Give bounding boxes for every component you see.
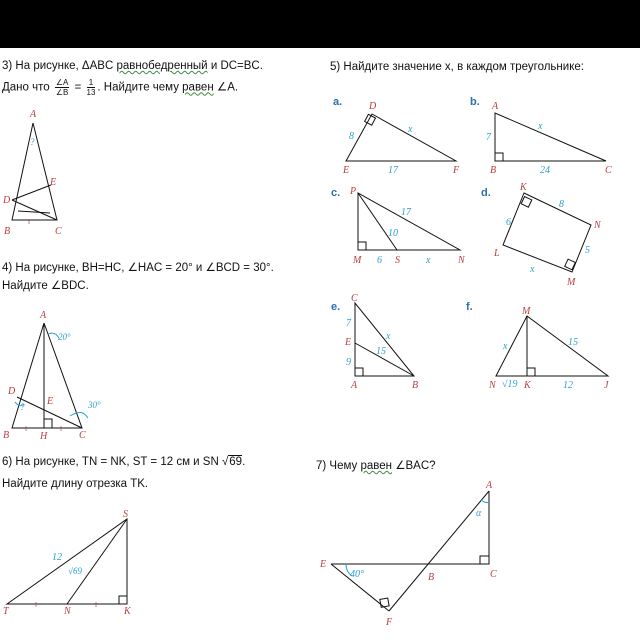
fig7-label-E: E [320, 559, 327, 570]
fig7-angle-40: 40° [350, 569, 364, 580]
fig5f-side-12: 12 [563, 380, 573, 391]
fig5d-label-K: K [520, 182, 527, 193]
fig4-label-D: D [8, 386, 16, 397]
fig4-label-H: H [40, 431, 48, 442]
fig5d-side-6: 6 [506, 217, 511, 228]
figure-5a-triangle [346, 114, 456, 161]
fig3-label-B: B [4, 226, 11, 237]
fig5e-label-C: C [351, 293, 358, 304]
fig4-question: ? [20, 402, 25, 412]
fig5b-tag: b. [470, 96, 480, 108]
fig4-angle-20: 20° [58, 332, 71, 342]
problem-4-line1: 4) На рисунке, BH=HC, ∠HAC = 20° и ∠BCD = 30°. [2, 262, 274, 274]
problem-5-title: 5) Найдите значение x, в каждом треугольнике: [330, 61, 584, 73]
fig5a-label-E: E [343, 165, 350, 176]
fig6-side-12: 12 [52, 552, 62, 563]
fig3-label-C: C [55, 226, 62, 237]
figure-5d-rectangle [503, 193, 591, 272]
fig4-label-B: B [3, 430, 10, 441]
fig6-side-sqrt69: √69 [68, 566, 82, 576]
fig5d-label-M: M [567, 277, 576, 288]
fig5c-side-6: 6 [377, 255, 382, 266]
fig5e-label-E: E [345, 337, 352, 348]
fig4-label-C: C [79, 430, 86, 441]
fig3-tick: ‖ [28, 218, 30, 226]
problem-6-line2: Найдите длину отрезка TK. [2, 478, 149, 490]
problem-3-line2: Дано что $\frac{\angle A}{\angle B}$ = $\frac{1}{13}$ . Найдите чему равен ∠A. [2, 78, 239, 97]
figure-4-triangle [12, 323, 82, 428]
fig5c-label-P: P [350, 186, 357, 197]
fig3-label-A: A [30, 109, 37, 120]
fig6-label-N: N [64, 606, 71, 617]
fig5c-label-M: M [353, 255, 362, 266]
fig5e-side-15: 15 [376, 346, 386, 357]
fraction-value: $\frac{1}{13}$ [86, 78, 96, 97]
figures [0, 48, 640, 640]
fig5e-tag: e. [331, 301, 341, 313]
fig5b-side-7: 7 [486, 132, 491, 143]
fig6-label-T: T [3, 606, 9, 617]
fig7-angle-alpha: α [476, 508, 482, 519]
problem-3-line1: 3) На рисунке, ΔABC равнобедренный и DC=BC. [2, 60, 263, 72]
fig5b-label-C: C [605, 165, 612, 176]
fig7-label-C: C [490, 569, 497, 580]
fig5c-tag: c. [331, 187, 341, 199]
fig7-label-B: B [428, 572, 435, 583]
fig5a-side-8: 8 [349, 131, 354, 142]
fig3-label-D: D [3, 195, 11, 206]
fig5d-side-x: x [530, 264, 535, 275]
fig5b-label-A: A [492, 101, 499, 112]
fig5e-side-7: 7 [346, 318, 351, 329]
fig6-tick-left: ‖ [35, 601, 37, 609]
problem-4-line2: Найдите ∠BDC. [2, 280, 89, 292]
fig5a-side-17: 17 [388, 165, 398, 176]
fig5e-side-9: 9 [346, 357, 351, 368]
fig5c-label-S: S [395, 255, 400, 266]
figure-5f-triangle [496, 316, 608, 376]
fig5d-label-L: L [494, 248, 500, 259]
fig5f-side-x: x [503, 341, 508, 352]
fig7-label-A: A [486, 480, 493, 491]
figure-5b-triangle [495, 113, 606, 161]
fig5f-label-J: J [604, 380, 609, 391]
figure-5e-triangle [355, 303, 414, 376]
fig3-question: ? [30, 137, 35, 147]
fig3-label-E: E [50, 177, 57, 188]
problem-7-title: 7) Чему равен ∠BAC? [316, 460, 436, 472]
fig7-arc-alpha [481, 500, 489, 503]
fig5c-side-17: 17 [401, 207, 411, 218]
fig5a-side-x: x [408, 124, 413, 135]
fig4-label-E: E [47, 396, 54, 407]
fig5f-tag: f. [466, 301, 473, 313]
fig5f-side-sqrt19: √19 [502, 379, 518, 390]
fig5b-side-24: 24 [540, 165, 550, 176]
fig5e-label-A: A [351, 380, 358, 391]
fig4-tick-right: ‖ [60, 425, 62, 433]
figure-5c-triangle [358, 193, 460, 250]
fig5d-side-8: 8 [559, 199, 564, 210]
fig5f-label-K: K [524, 380, 531, 391]
fraction-angle-ratio: $\frac{\angle A}{\angle B}$ [55, 78, 69, 97]
fig5f-label-M: M [522, 306, 531, 317]
figure-3-triangle [12, 123, 57, 220]
fig6-tick-right: ‖ [95, 601, 97, 609]
fig6-label-K: K [124, 606, 131, 617]
fig5d-label-N: N [594, 220, 601, 231]
fig5d-tag: d. [481, 187, 491, 199]
fig5e-side-x: x [386, 331, 391, 342]
fig5c-label-N: N [458, 255, 465, 266]
fig5b-label-B: B [490, 165, 497, 176]
fig5b-side-x: x [538, 121, 543, 132]
fig5f-side-15: 15 [568, 337, 578, 348]
fig4-label-A: A [40, 310, 47, 321]
fig5a-label-D: D [369, 101, 377, 112]
fig4-arc-30 [70, 412, 88, 418]
fig4-tick-left: ‖ [25, 425, 27, 433]
fig5e-label-B: B [412, 380, 419, 391]
fig5f-label-N: N [489, 380, 496, 391]
fig5a-tag: a. [333, 96, 343, 108]
worksheet [0, 48, 640, 640]
fig5c-side-10: 10 [388, 228, 398, 239]
fig6-label-S: S [123, 509, 128, 520]
fig4-angle-30: 30° [88, 400, 101, 410]
fig5a-label-F: F [453, 165, 460, 176]
fig5d-side-5: 5 [585, 245, 590, 256]
figure-7-triangles [331, 491, 489, 611]
figure-6-triangle [7, 519, 127, 604]
problem-6-line1: 6) На рисунке, TN = NK, ST = 12 см и SN √69. [2, 456, 246, 468]
fig5c-side-x: x [426, 255, 431, 266]
fig7-label-F: F [386, 617, 393, 628]
